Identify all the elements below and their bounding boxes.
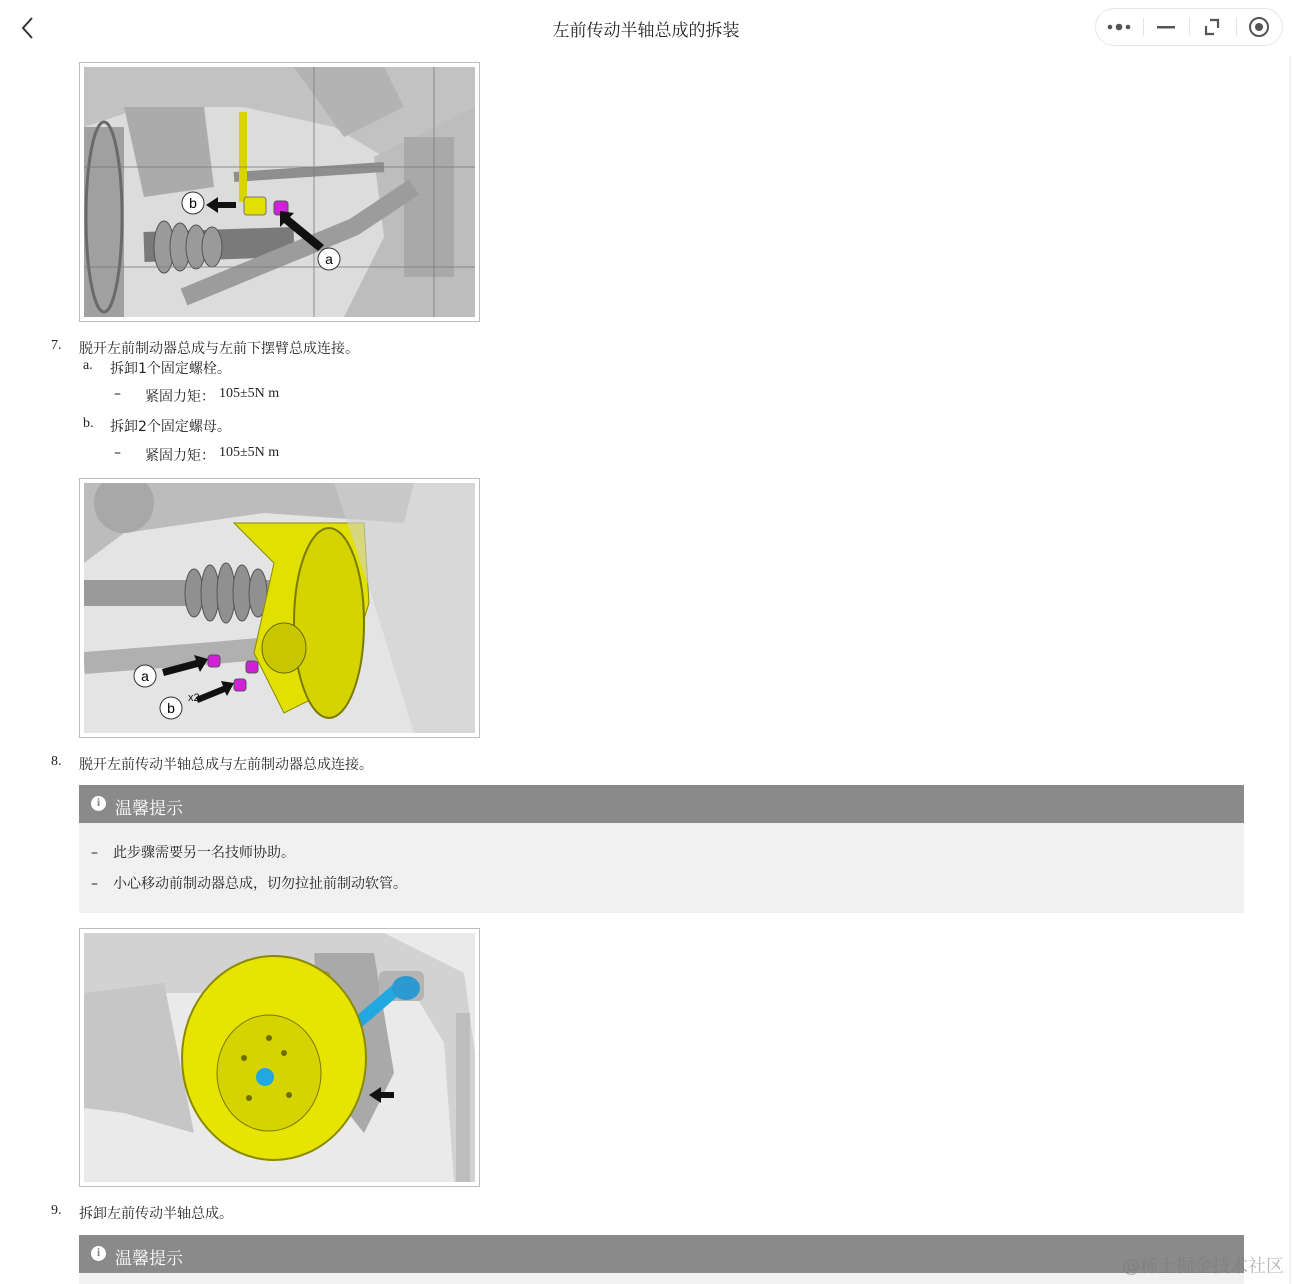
step-7-text: 脱开左前制动器总成与左前下摆臂总成连接。 <box>79 341 359 357</box>
more-dots-icon <box>1106 22 1132 32</box>
step-7a-text: 拆卸1个固定螺栓。 <box>110 361 231 377</box>
more-button[interactable] <box>1096 9 1143 45</box>
tip-header <box>79 1235 1244 1273</box>
figure-brake-caliper <box>79 478 480 738</box>
callout-a-fig1 <box>318 248 340 270</box>
step-7a-torque-value: 105±5N m <box>219 386 280 401</box>
tip-body <box>79 823 1244 913</box>
svg-text:a: a <box>325 251 333 267</box>
step-9-text: 拆卸左前传动半轴总成。 <box>79 1206 233 1222</box>
tip-line: – 此步骤需要另一名技师协助。 <box>91 845 295 861</box>
restore-button[interactable] <box>1189 9 1236 45</box>
step-7b-torque-dash: – <box>114 445 121 461</box>
record-button[interactable] <box>1236 9 1283 45</box>
step-7b-torque-label: 紧固力矩： <box>145 448 215 464</box>
figure-brake-assembly <box>79 928 480 1187</box>
figure-stabilizer-link <box>79 62 480 322</box>
step-7a-torque-dash: – <box>114 386 121 402</box>
svg-text:b: b <box>189 195 197 211</box>
svg-text:a: a <box>141 668 149 684</box>
title-bar <box>0 0 1292 56</box>
watermark: @稀土掘金技术社区 <box>1122 1256 1284 1277</box>
callout-a-fig2 <box>134 665 156 687</box>
minimize-button[interactable] <box>1143 9 1190 45</box>
step-7b-marker: b. <box>83 416 94 431</box>
window-controls <box>1095 8 1283 46</box>
multiplier-label: x2 <box>188 692 200 704</box>
tip-body <box>79 1273 1244 1284</box>
step-9-number: 9. <box>51 1203 62 1218</box>
callout-b-fig2 <box>160 697 182 719</box>
step-8-text: 脱开左前传动半轴总成与左前制动器总成连接。 <box>79 757 373 773</box>
info-icon <box>91 1246 106 1261</box>
info-icon <box>91 796 106 811</box>
step-7b-torque-value: 105±5N m <box>219 445 280 460</box>
restore-window-icon <box>1202 17 1222 37</box>
step-7a-marker: a. <box>83 358 93 373</box>
step-8-number: 8. <box>51 754 62 769</box>
step-7b-text: 拆卸2个固定螺母。 <box>110 419 231 435</box>
tip-title: 温馨提示 <box>115 799 183 819</box>
step-7a-torque-label: 紧固力矩： <box>145 389 215 405</box>
svg-text:b: b <box>167 700 175 716</box>
callout-b-fig1 <box>182 192 204 214</box>
tip-title: 温馨提示 <box>115 1249 183 1269</box>
scrollbar[interactable] <box>1289 56 1291 1284</box>
tip-header <box>79 785 1244 823</box>
record-icon <box>1248 16 1270 38</box>
minimize-icon <box>1156 24 1176 30</box>
page-title: 左前传动半轴总成的拆装 <box>552 21 740 41</box>
step-7-number: 7. <box>51 338 62 353</box>
tip-line: – 小心移动前制动器总成，切勿拉扯前制动软管。 <box>91 876 407 892</box>
